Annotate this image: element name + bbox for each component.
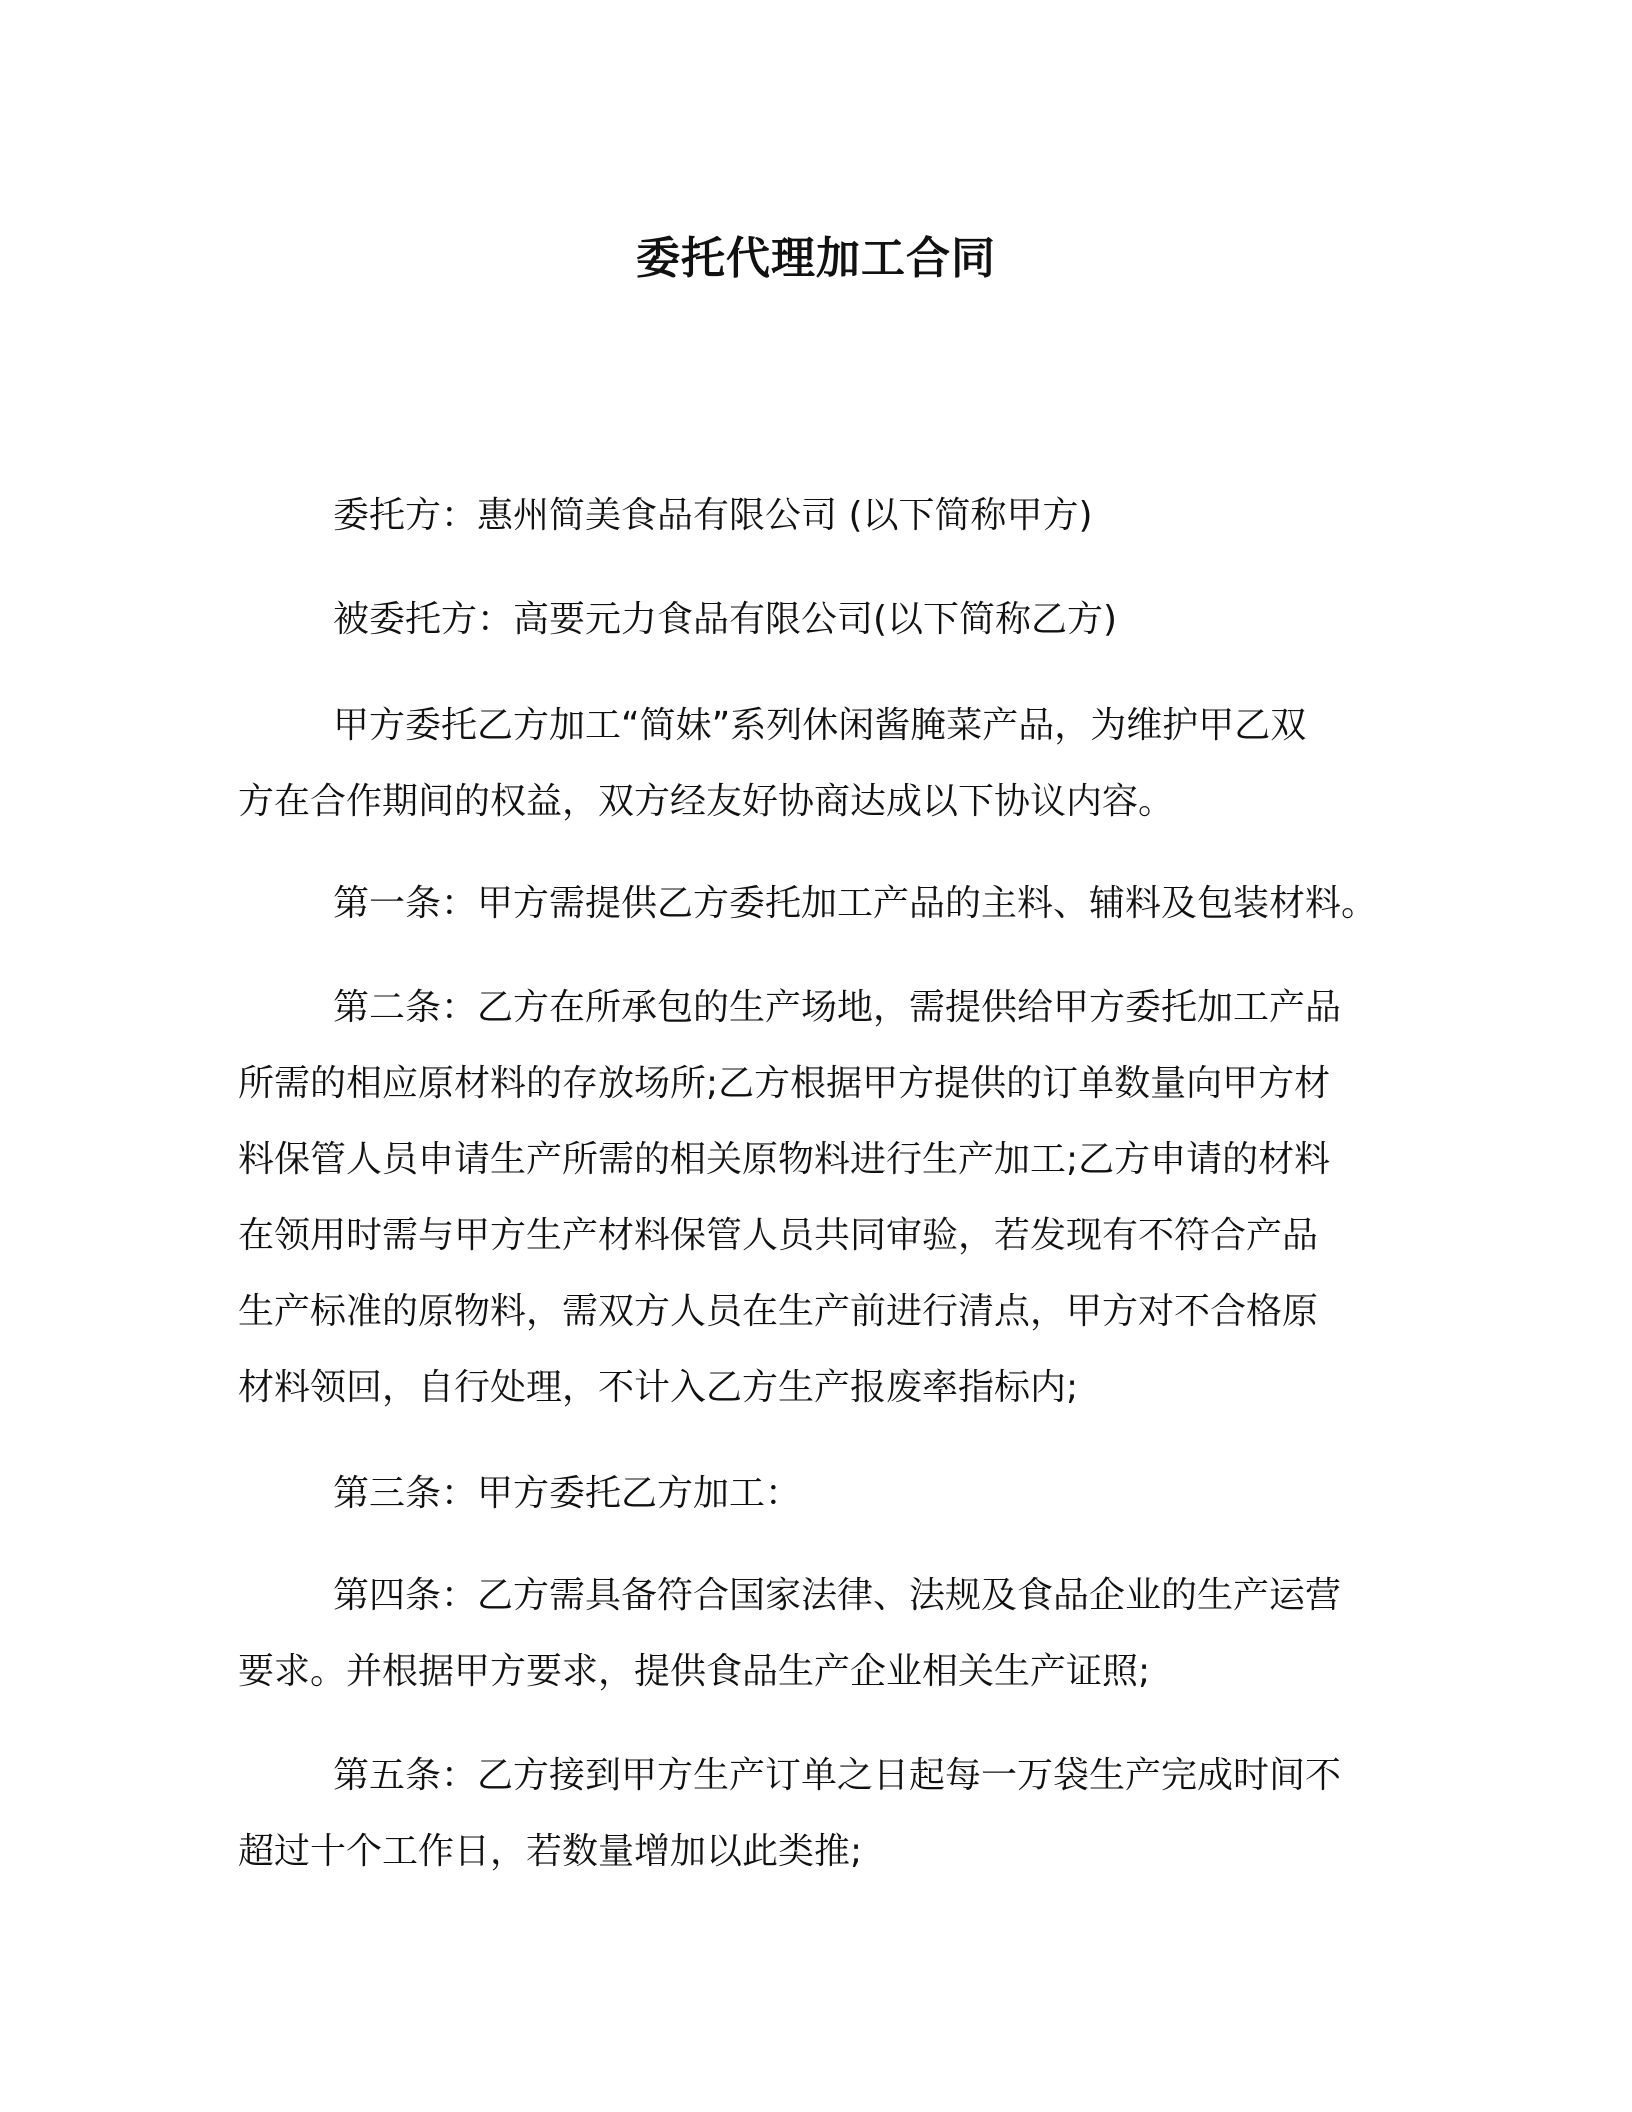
article2-line-2: 所需的相应原材料的存放场所;乙方根据甲方提供的订单数量向甲方材 xyxy=(238,1063,1331,1104)
article5-line-2: 超过十个工作日，若数量增加以此类推; xyxy=(238,1831,863,1872)
article3-line-1: 第三条：甲方委托乙方加工： xyxy=(333,1473,802,1514)
contractor-line: 被委托方：高要元力食品有限公司(以下简称乙方) xyxy=(333,599,1118,640)
document-title: 委托代理加工合同 xyxy=(636,233,996,284)
intro-line-2: 方在合作期间的权益，双方经友好协商达成以下协议内容。 xyxy=(238,781,1175,822)
article1-line-1: 第一条：甲方需提供乙方委托加工产品的主料、辅料及包装材料。 xyxy=(333,883,1378,924)
article4-line-2: 要求。并根据甲方要求，提供食品生产企业相关生产证照; xyxy=(238,1651,1151,1692)
article2-line-6: 材料领回，自行处理，不计入乙方生产报废率指标内; xyxy=(238,1367,1079,1408)
article2-line-1: 第二条：乙方在所承包的生产场地，需提供给甲方委托加工产品 xyxy=(333,987,1342,1028)
article2-line-5: 生产标准的原物料，需双方人员在生产前进行清点，甲方对不合格原 xyxy=(238,1291,1319,1332)
client-line: 委托方：惠州简美食品有限公司 (以下简称甲方) xyxy=(333,495,1093,536)
article2-line-3: 料保管人员申请生产所需的相关原物料进行生产加工;乙方申请的材料 xyxy=(238,1139,1331,1180)
article5-line-1: 第五条：乙方接到甲方生产订单之日起每一万袋生产完成时间不 xyxy=(333,1755,1342,1796)
article2-line-4: 在领用时需与甲方生产材料保管人员共同审验，若发现有不符合产品 xyxy=(238,1215,1319,1256)
intro-line-1: 甲方委托乙方加工“简妹”系列休闲酱腌菜产品，为维护甲乙双 xyxy=(333,705,1307,746)
article4-line-1: 第四条：乙方需具备符合国家法律、法规及食品企业的生产运营 xyxy=(333,1575,1342,1616)
